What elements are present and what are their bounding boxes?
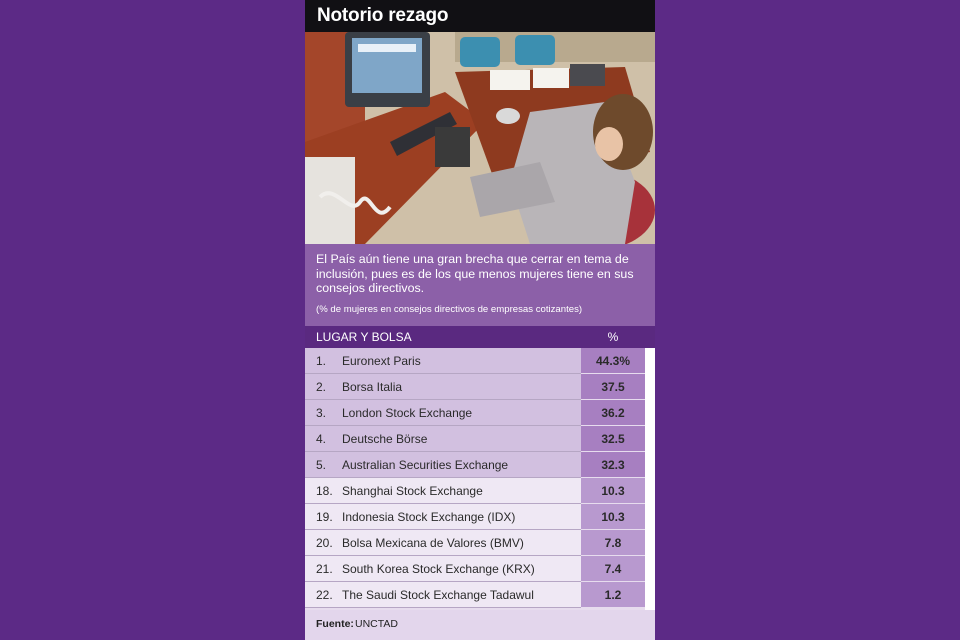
row-rank: 19. — [316, 510, 333, 524]
source-footer — [305, 610, 655, 640]
row-value: 44.3% — [595, 354, 631, 368]
source-text: UNCTAD — [355, 618, 398, 630]
row-value: 37.5 — [601, 380, 625, 394]
row-value: 10.3 — [601, 484, 625, 498]
row-exchange: Deutsche Börse — [342, 432, 428, 446]
table-note: (% de mujeres en consejos directivos de empresas cotizantes) — [316, 304, 583, 315]
table-row — [305, 426, 645, 452]
row-rank: 18. — [316, 484, 333, 498]
table-row — [305, 504, 645, 530]
source-label: Fuente: — [316, 618, 354, 630]
row-value: 32.5 — [601, 432, 625, 446]
table-row — [305, 374, 645, 400]
row-rank: 2. — [316, 380, 327, 394]
row-exchange: London Stock Exchange — [342, 406, 473, 420]
row-value: 7.4 — [604, 562, 622, 576]
description-box — [305, 244, 655, 326]
row-rank: 3. — [316, 406, 327, 420]
row-value: 32.3 — [601, 458, 625, 472]
table-row — [305, 400, 645, 426]
header-percent: % — [607, 330, 619, 344]
row-exchange: The Saudi Stock Exchange Tadawul — [342, 588, 534, 602]
table-row — [305, 582, 645, 608]
office-photo — [305, 32, 655, 244]
table-row — [305, 452, 645, 478]
row-exchange: Borsa Italia — [342, 380, 403, 394]
infographic-panel — [305, 0, 655, 640]
header-exchange: LUGAR Y BOLSA — [316, 330, 412, 344]
table-row — [305, 556, 645, 582]
row-exchange: Bolsa Mexicana de Valores (BMV) — [342, 536, 524, 550]
row-rank: 22. — [316, 588, 333, 602]
table-row — [305, 478, 645, 504]
row-exchange: South Korea Stock Exchange (KRX) — [342, 562, 535, 576]
office-photo-illustration — [305, 32, 655, 244]
row-exchange: Euronext Paris — [342, 354, 421, 368]
row-value: 1.2 — [604, 588, 622, 602]
row-rank: 4. — [316, 432, 327, 446]
table-header — [305, 326, 655, 348]
row-rank: 21. — [316, 562, 333, 576]
row-exchange: Australian Securities Exchange — [342, 458, 509, 472]
row-value: 7.8 — [604, 536, 622, 550]
table-row — [305, 530, 645, 556]
row-rank: 20. — [316, 536, 333, 550]
description-text: El País aún tiene una gran brecha que cerrar en tema de inclusión, pues es de los que menos mujeres tiene en sus consejos directivos. — [316, 252, 634, 295]
row-rank: 1. — [316, 354, 327, 368]
side-strip — [645, 348, 655, 610]
row-divider — [305, 607, 581, 608]
row-rank: 5. — [316, 458, 327, 472]
row-exchange: Indonesia Stock Exchange (IDX) — [342, 510, 516, 524]
row-exchange: Shanghai Stock Exchange — [342, 484, 483, 498]
infographic-title: Notorio rezago — [317, 5, 449, 26]
title-bar — [305, 0, 655, 32]
row-value: 36.2 — [601, 406, 625, 420]
table-row — [305, 348, 645, 374]
row-value: 10.3 — [601, 510, 625, 524]
